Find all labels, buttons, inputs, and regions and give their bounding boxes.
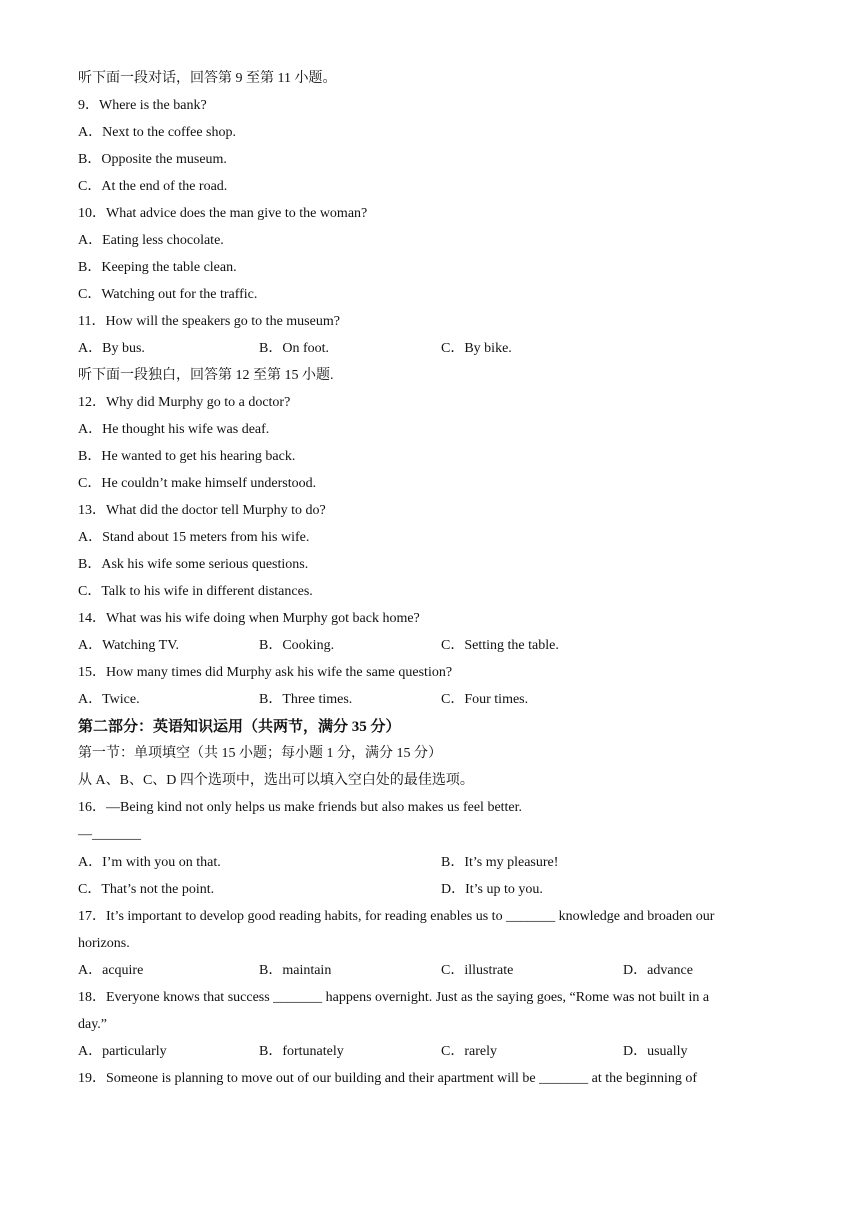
instruction-dialogue: 听下面一段对话，回答第 9 至第 11 小题。 (78, 71, 337, 86)
question-18-option-b: B．fortunately (259, 1044, 344, 1059)
question-17-option-d: D．advance (623, 963, 693, 978)
question-18-stem-line1: 18．Everyone knows that success _______ happens overnight. Just as the saying goes, “Rome was not built in a (78, 990, 710, 1005)
part2-heading: 第二部分：英语知识运用（共两节，满分 35 分） (78, 719, 401, 735)
question-17-option-c: C．illustrate (441, 963, 514, 978)
question-16-option-b: B．It’s my pleasure! (441, 855, 559, 870)
question-16-option-d: D．It’s up to you. (441, 882, 543, 897)
question-10-stem: 10．What advice does the man give to the woman? (78, 206, 368, 221)
question-15-option-a: A．Twice. (78, 692, 140, 707)
question-19-stem-line1: 19．Someone is planning to move out of our building and their apartment will be _______ at the beginning of (78, 1071, 698, 1086)
question-9-option-a: A．Next to the coffee shop. (78, 125, 236, 140)
question-10-option-c: C．Watching out for the traffic. (78, 287, 258, 302)
question-15-stem: 15．How many times did Murphy ask his wife the same question? (78, 665, 453, 680)
question-15-option-c: C．Four times. (441, 692, 529, 707)
question-16-stem: 16．—Being kind not only helps us make friends but also makes us feel better. (78, 800, 523, 815)
section1-heading: 第一节：单项填空（共 15 小题；每小题 1 分，满分 15 分） (78, 746, 442, 761)
question-18-option-a: A．particularly (78, 1044, 167, 1059)
question-9-option-c: C．At the end of the road. (78, 179, 228, 194)
question-13-option-c: C．Talk to his wife in different distances. (78, 584, 313, 599)
question-10-option-a: A．Eating less chocolate. (78, 233, 224, 248)
instruction-monologue: 听下面一段独白，回答第 12 至第 15 小题. (78, 368, 334, 383)
question-13-stem: 13．What did the doctor tell Murphy to do? (78, 503, 326, 518)
question-13-option-b: B．Ask his wife some serious questions. (78, 557, 309, 572)
question-11-stem: 11．How will the speakers go to the museum? (78, 314, 340, 329)
question-12-option-a: A．He thought his wife was deaf. (78, 422, 270, 437)
question-18-option-d: D．usually (623, 1044, 688, 1059)
question-12-option-b: B．He wanted to get his hearing back. (78, 449, 296, 464)
question-11-option-a: A．By bus. (78, 341, 145, 356)
question-16-blank: —_______ (78, 827, 141, 842)
question-9-option-b: B．Opposite the museum. (78, 152, 227, 167)
question-14-option-a: A．Watching TV. (78, 638, 180, 653)
question-12-stem: 12．Why did Murphy go to a doctor? (78, 395, 291, 410)
question-17-stem-line1: 17．It’s important to develop good reading habits, for reading enables us to _______ knowledge and broaden our (78, 909, 715, 924)
question-16-option-c: C．That’s not the point. (78, 882, 215, 897)
question-17-option-a: A．acquire (78, 963, 144, 978)
question-15-option-b: B．Three times. (259, 692, 353, 707)
question-17-option-b: B．maintain (259, 963, 332, 978)
question-12-option-c: C．He couldn’t make himself understood. (78, 476, 317, 491)
question-14-option-c: C．Setting the table. (441, 638, 559, 653)
question-18-option-c: C．rarely (441, 1044, 497, 1059)
question-18-stem-line2: day.” (78, 1017, 108, 1032)
question-11-option-c: C．By bike. (441, 341, 512, 356)
question-10-option-b: B．Keeping the table clean. (78, 260, 237, 275)
question-11-option-b: B．On foot. (259, 341, 329, 356)
question-14-option-b: B．Cooking. (259, 638, 335, 653)
question-13-option-a: A．Stand about 15 meters from his wife. (78, 530, 310, 545)
question-16-option-a: A．I’m with you on that. (78, 855, 221, 870)
question-14-stem: 14．What was his wife doing when Murphy got back home? (78, 611, 420, 626)
question-9-stem: 9．Where is the bank? (78, 98, 207, 113)
question-17-stem-line2: horizons. (78, 936, 130, 951)
section1-direction: 从 A、B、C、D 四个选项中，选出可以填入空白处的最佳选项。 (78, 773, 474, 788)
